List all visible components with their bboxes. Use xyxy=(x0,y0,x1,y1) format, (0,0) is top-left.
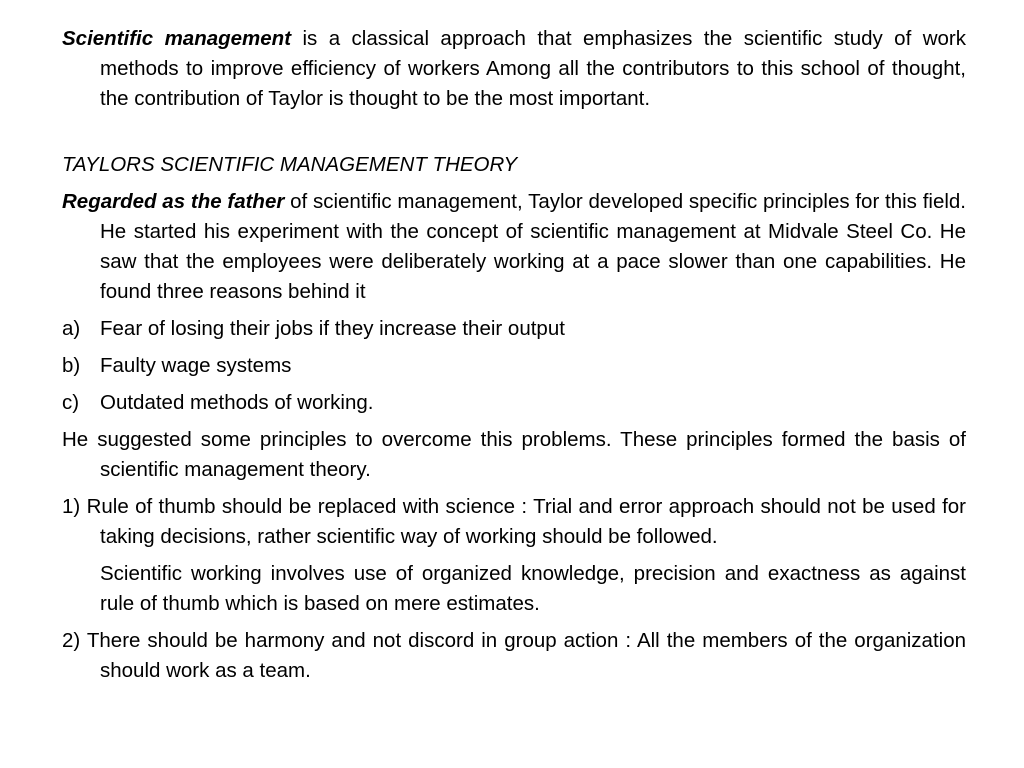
principle-1-detail-paragraph: Scientific working involves use of organized knowledge, precision and exactness as against rule of thumb which is based on mere estimates. xyxy=(100,562,966,615)
reason-text-b: Faulty wage systems xyxy=(100,354,292,377)
principle-2-paragraph: 2) There should be harmony and not discord in group action : All the members of the organization should work as a team. xyxy=(62,629,966,682)
reason-text-a: Fear of losing their jobs if they increase their output xyxy=(100,317,565,340)
intro-text: is a classical approach that emphasizes the scientific study of work methods to improve efficiency of workers Among all the contributors to this school of thought, the contribution of Taylor is thought to be the most important. xyxy=(100,27,966,110)
principle-1-paragraph: 1) Rule of thumb should be replaced with science : Trial and error approach should not be used for taking decisions, rather scientific way of working should be followed. xyxy=(62,495,966,548)
reason-marker-a: a) xyxy=(62,317,81,340)
reason-item-b xyxy=(62,351,966,381)
reason-marker-b: b) xyxy=(62,354,81,377)
principles-intro-paragraph: He suggested some principles to overcome this problems. These principles formed the basis of scientific management theory. xyxy=(62,428,966,481)
reason-item-c xyxy=(62,388,966,418)
father-text: of scientific management, Taylor developed specific principles for this field. He started his experiment with the concept of scientific management at Midvale Steel Co. He saw that the employees were deliberately working at a pace slower than one capabilities. He found three reasons behind it xyxy=(100,190,966,303)
section-heading: TAYLORS SCIENTIFIC MANAGEMENT THEORY xyxy=(62,153,518,176)
intro-lead: Scientific management xyxy=(62,27,292,50)
reason-marker-c: c) xyxy=(62,391,80,414)
father-lead: Regarded as the father xyxy=(62,190,285,213)
father-paragraph xyxy=(62,187,966,307)
intro-paragraph xyxy=(62,24,966,114)
reason-text-c: Outdated methods of working. xyxy=(100,391,374,414)
reason-item-a xyxy=(62,314,966,344)
